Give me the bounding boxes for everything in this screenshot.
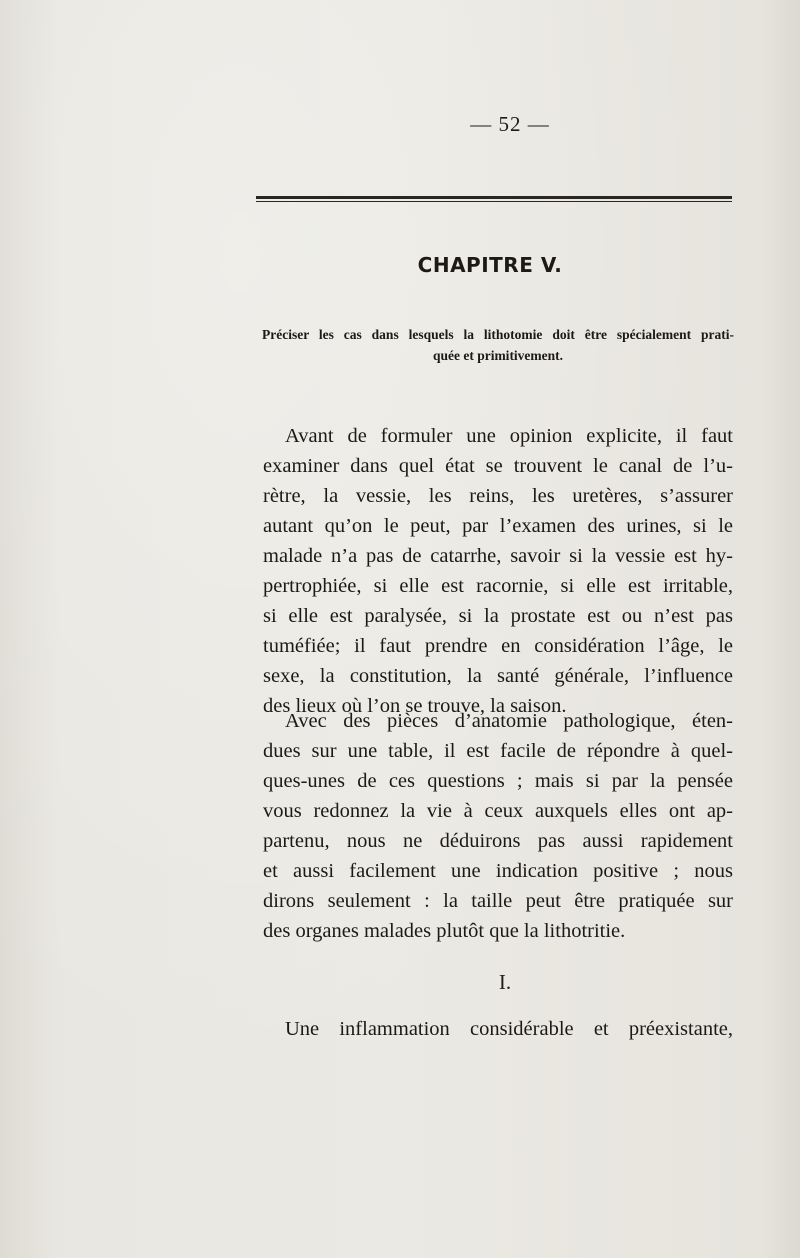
paragraph-line: Une inflammation considérable et préexistante, <box>285 1018 733 1040</box>
paragraph-line: dirons seulement : la taille peut être pratiquée sur <box>263 890 733 912</box>
paragraph-line: des organes malades plutôt que la lithotritie. <box>263 920 626 942</box>
paragraph-line: vous redonnez la vie à ceux auxquels elles ont ap- <box>263 800 733 822</box>
summary-line: Préciser les cas dans lesquels la lithotomie doit être spécialement prati- <box>262 327 734 342</box>
chapter-title: CHAPITRE V. <box>417 253 563 277</box>
rule-thick-line <box>256 196 732 199</box>
paragraph-line: pertrophiée, si elle est racornie, si elle est irritable, <box>263 575 733 597</box>
header-double-rule <box>256 196 732 204</box>
paragraph-1 <box>263 421 733 721</box>
paragraph-line: sexe, la constitution, la santé générale, l’influence <box>263 665 733 687</box>
paragraph-line: tuméfiée; il faut prendre en considération l’âge, le <box>263 635 733 657</box>
rule-thin-line <box>256 201 732 202</box>
paragraph-line: examiner dans quel état se trouvent le canal de l’u- <box>263 455 733 477</box>
paragraph-line: dues sur une table, il est facile de répondre à quel- <box>263 740 733 762</box>
paragraph-line: malade n’a pas de catarrhe, savoir si la vessie est hy- <box>263 545 733 567</box>
paragraph-line: si elle est paralysée, si la prostate est ou n’est pas <box>263 605 733 627</box>
summary-line: quée et primitivement. <box>432 348 564 363</box>
paragraph-line: et aussi facilement une indication positive ; nous <box>263 860 733 882</box>
section-first-paragraph <box>263 1014 733 1044</box>
section-numeral: I. <box>498 970 512 994</box>
paragraph-2 <box>263 706 733 946</box>
paragraph-line: Avec des pièces d’anatomie pathologique, éten- <box>285 710 733 732</box>
paragraph-line: des lieux où l’on se trouve, la saison. <box>263 695 567 717</box>
paragraph-line: ques-unes de ces questions ; mais si par la pensée <box>263 770 733 792</box>
page-number: — 52 — <box>470 112 550 136</box>
paragraph-line: autant qu’on le peut, par l’examen des urines, si le <box>263 515 733 537</box>
chapter-summary <box>262 324 734 366</box>
paragraph-line: partenu, nous ne déduirons pas aussi rapidement <box>263 830 733 852</box>
paragraph-line: rètre, la vessie, les reins, les uretères, s’assurer <box>263 485 733 507</box>
paragraph-line: Avant de formuler une opinion explicite, il faut <box>285 425 733 447</box>
